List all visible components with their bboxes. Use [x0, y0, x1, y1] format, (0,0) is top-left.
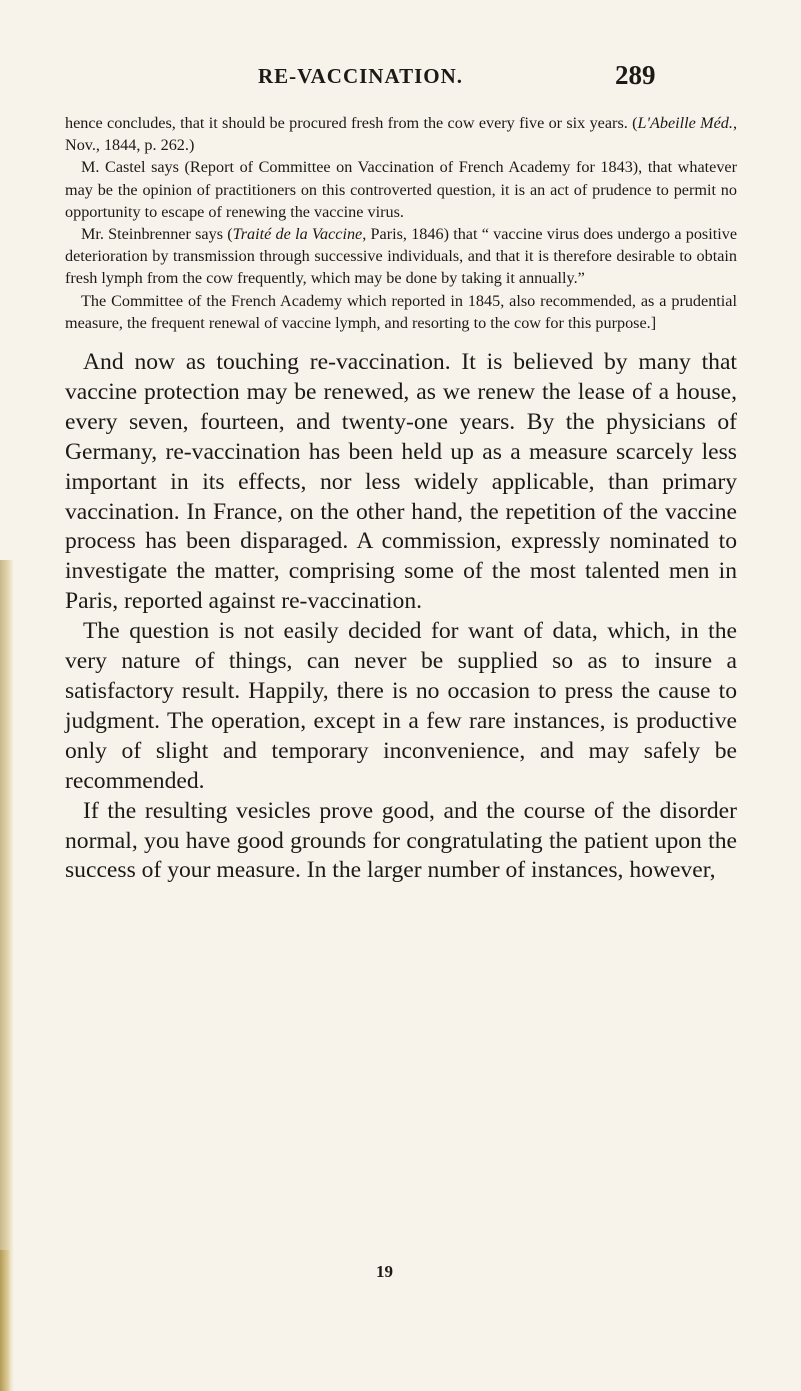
- body-text: [65, 348, 737, 886]
- note-paragraph: [65, 112, 737, 156]
- note-text: Mr. Steinbrenner says (: [81, 225, 233, 244]
- note-text: , Nov., 1844, p. 262.): [65, 114, 737, 155]
- note-paragraph: [65, 223, 737, 290]
- body-paragraph: If the resulting vesicles prove good, and the course of the disorder normal, you have good grounds for congratulating the patient upon the success of your measure. In the larger number of instances, however,: [65, 797, 737, 884]
- footnote-block: [65, 112, 737, 334]
- page-header: [0, 62, 801, 102]
- body-paragraph: The question is not easily decided for want of data, which, in the very nature of things, can never be supplied so as to insure a satisfactory result. Happily, there is no occasion to press the cause to judgment. The operation, except in a few rare instances, is productive only of slight and temporary inconvenience, and may safely be recommended.: [65, 618, 737, 794]
- signature-mark: 19: [376, 1262, 393, 1281]
- page-number: 289: [615, 60, 656, 90]
- note-text: hence concludes, that it should be procured fresh from the cow every five or six years. (: [65, 114, 638, 132]
- body-paragraph: And now as touching re-vaccination. It is believed by many that vaccine protection may be renewed, as we renew the lease of a house, every seven, fourteen, and twenty-one years. By the physicians of Germany, re-vaccination has been held up as a measure scarcely less important in its effects, nor less widely applicable, than primary vaccination. In France, on the other hand, the repetition of the vaccine process has been disparaged. A commission, expressly nominated to investigate the matter, comprising some of the most talented men in Paris, reported against re-vaccination.: [65, 349, 737, 615]
- note-paragraph: The Committee of the French Academy which reported in 1845, also recommended, as a prudential measure, the frequent renewal of vaccine lymph, and resorting to the cow for this purpose.]: [65, 291, 737, 332]
- note-citation: L'Abeille Méd.: [637, 114, 733, 132]
- page-edge-shadow-lower: [0, 1250, 10, 1391]
- note-citation: Traité de la Vaccine: [232, 225, 363, 244]
- note-text: , Paris, 1846) that “ vaccine virus does undergo a positive deterioration by transmission through successive individuals, and that it is therefore desirable to obtain fresh lymph from the cow frequently, which may be done by taking it annually.”: [65, 225, 737, 288]
- running-head: RE-VACCINATION.: [258, 64, 463, 88]
- note-paragraph: M. Castel says (Report of Committee on Vaccination of French Academy for 1843), that whatever may be the opinion of practitioners on this controverted question, it is an act of prudence to permit no opportunity to escape of renewing the vaccine virus.: [65, 158, 737, 221]
